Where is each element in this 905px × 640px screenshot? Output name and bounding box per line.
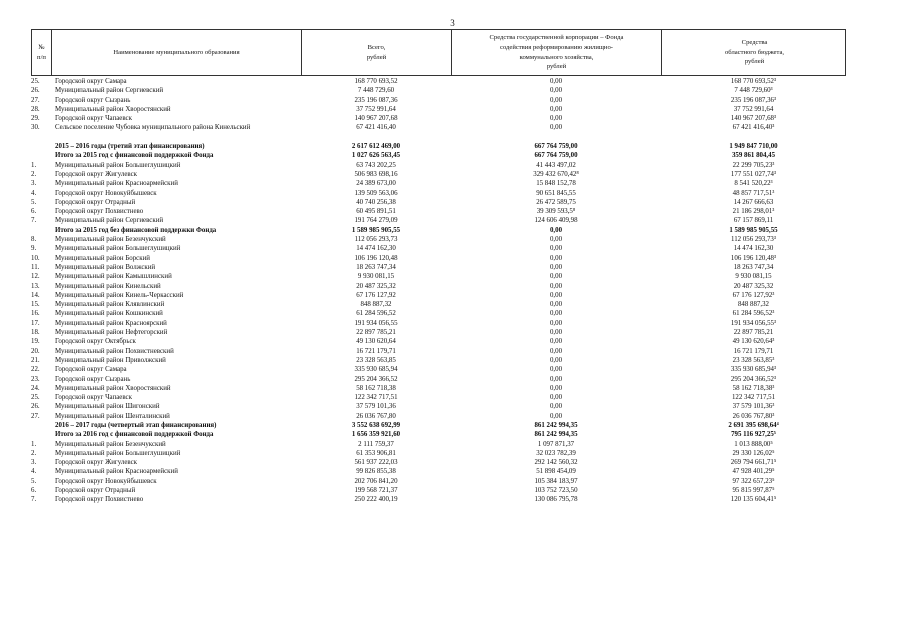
row-fund: 0,00 [549, 226, 563, 234]
row-regional: 8 541 520,22³ [734, 180, 773, 188]
row-regional: 26 036 767,80³ [732, 412, 775, 420]
table-row [31, 263, 846, 272]
row-fund: 292 142 560,32 [534, 459, 578, 467]
row-name: 2016 – 2017 годы (четвертый этап финансирования) [55, 421, 217, 429]
table-row [31, 151, 846, 160]
table-row [31, 486, 846, 495]
row-name: Городской округ Отрадный [55, 198, 136, 206]
row-fund: 0,00 [549, 310, 563, 318]
table-row [31, 161, 846, 170]
row-fund: 0,00 [549, 375, 563, 383]
row-regional: 14 474 162,30 [733, 245, 774, 253]
row-fund: 0,00 [549, 263, 563, 271]
row-name: Муниципальный район Красноармейский [55, 180, 178, 188]
row-total: 22 897 785,21 [356, 329, 396, 337]
row-number: 7. [31, 496, 37, 504]
row-regional: 335 930 685,94³ [730, 366, 777, 374]
row-name: Городской округ Чапаевск [55, 394, 132, 402]
row-total: 295 204 366,52 [354, 375, 398, 383]
row-total: 14 474 162,30 [356, 245, 396, 253]
row-total: 106 196 120,48 [354, 254, 398, 262]
row-total: 122 342 717,51 [354, 394, 398, 402]
table-row [31, 179, 846, 188]
row-number: 24. [31, 384, 40, 392]
row-fund: 0,00 [549, 96, 563, 104]
table-row [31, 77, 846, 86]
row-fund: 0,00 [549, 347, 563, 355]
header-total: Всего, рублей [302, 30, 452, 75]
row-number: 27. [31, 412, 40, 420]
row-regional: 67 421 416,40³ [732, 124, 775, 132]
row-regional: 235 196 087,36³ [730, 96, 777, 104]
row-fund: 0,00 [549, 394, 563, 402]
row-fund: 0,00 [549, 329, 563, 337]
table-header [31, 29, 846, 76]
row-name: Муниципальный район Безенчукский [55, 236, 166, 244]
row-regional: 37 752 991,64 [733, 105, 774, 113]
row-total: 335 930 685,94 [354, 366, 398, 374]
row-number: 21. [31, 356, 40, 364]
row-total: 16 721 179,71 [356, 347, 396, 355]
row-fund: 0,00 [549, 78, 563, 85]
row-fund: 0,00 [549, 412, 563, 420]
row-number: 18. [31, 329, 40, 337]
row-regional: 97 322 657,23⁵ [732, 477, 775, 485]
row-total: 191 934 056,55 [354, 319, 398, 327]
table-row [31, 244, 846, 253]
row-number: 22. [31, 366, 40, 374]
row-number: 4. [31, 189, 37, 197]
row-name: Муниципальный район Камышлинский [55, 273, 172, 281]
row-total: 2 111 759,37 [358, 440, 394, 448]
row-regional: 168 770 693,52³ [730, 78, 777, 85]
row-name: Городской округ Сызрань [55, 96, 131, 104]
table-row [31, 356, 846, 365]
row-total: 7 448 729,60 [357, 87, 395, 95]
row-number: 7. [31, 217, 37, 225]
row-fund: 667 764 759,00 [534, 143, 578, 151]
row-total: 2 617 612 469,00 [351, 143, 401, 151]
row-fund: 0,00 [549, 403, 563, 411]
row-fund: 15 848 152,78 [536, 180, 576, 188]
table-row [31, 282, 846, 291]
row-name: Городской округ Новокуйбышевск [55, 189, 157, 197]
row-name: Муниципальный район Большеглушицкий [55, 245, 181, 253]
table-row [31, 235, 846, 244]
row-total: 191 764 279,09 [354, 217, 398, 225]
table-row [31, 430, 846, 439]
table-row [31, 449, 846, 458]
row-total: 58 162 718,38 [356, 384, 396, 392]
row-number: 19. [31, 338, 40, 346]
row-fund: 130 086 795,78 [534, 496, 578, 504]
row-regional: 58 162 718,38³ [732, 384, 775, 392]
row-fund: 0,00 [549, 115, 563, 123]
row-total: 199 568 721,37 [354, 487, 398, 495]
row-total: 49 130 620,64 [356, 338, 396, 346]
table-row [31, 207, 846, 216]
row-regional: 37 579 101,36³ [732, 403, 775, 411]
row-number: 13. [31, 282, 40, 290]
row-total: 250 222 400,19 [354, 496, 398, 504]
row-name: Муниципальный район Большеглушицкий [55, 161, 181, 169]
row-regional: 18 263 747,34 [733, 263, 774, 271]
row-regional: 49 130 620,64³ [732, 338, 775, 346]
row-regional: 122 342 717,51 [731, 394, 776, 402]
row-name: Муниципальный район Хворостянский [55, 105, 171, 113]
row-name: Муниципальный район Сергиевский [55, 87, 164, 95]
table-row [31, 495, 846, 504]
table-row [31, 458, 846, 467]
row-regional: 48 857 717,51³ [732, 189, 775, 197]
row-number: 12. [31, 273, 40, 281]
row-total: 139 509 563,06 [354, 189, 398, 197]
row-number: 17. [31, 319, 40, 327]
row-total: 112 056 293,73 [354, 236, 398, 244]
row-regional: 61 284 596,52³ [732, 310, 775, 318]
row-regional: 22 299 705,23³ [732, 161, 775, 169]
row-number: 3. [31, 180, 37, 188]
row-fund: 0,00 [549, 319, 563, 327]
table-row [31, 384, 846, 393]
row-number: 28. [31, 105, 40, 113]
row-name: Городской округ Отрадный [55, 487, 136, 495]
row-fund: 103 752 723,50 [534, 487, 578, 495]
row-regional: 95 815 997,87⁵ [732, 487, 775, 495]
row-number: 6. [31, 208, 37, 216]
row-number: 4. [31, 468, 37, 476]
row-name: Итого за 2015 год с финансовой поддержкой Фонда [55, 152, 214, 160]
row-number: 25. [31, 78, 40, 85]
row-regional: 47 928 401,29⁵ [732, 468, 775, 476]
row-number: 5. [31, 198, 37, 206]
row-regional: 120 135 604,41⁵ [730, 496, 777, 504]
row-number: 25. [31, 394, 40, 402]
row-regional: 140 967 207,68³ [730, 115, 777, 123]
row-name: Итого за 2015 год без финансовой поддержки Фонда [55, 226, 217, 234]
row-name: Муниципальный район Хворостянский [55, 384, 171, 392]
row-name: Муниципальный район Приволжский [55, 356, 166, 364]
row-regional: 1 949 847 710,00 [729, 143, 778, 151]
row-total: 24 389 673,00 [356, 180, 396, 188]
row-total: 61 284 596,52 [356, 310, 396, 318]
row-fund: 667 764 759,00 [534, 152, 578, 160]
row-number: 2. [31, 170, 37, 178]
row-regional: 112 056 293,73³ [731, 236, 776, 244]
table-body [31, 77, 846, 505]
row-regional: 795 116 927,25⁵ [731, 431, 776, 439]
row-name: Муниципальный район Клявлинский [55, 301, 165, 309]
row-regional: 23 328 563,85³ [732, 356, 775, 364]
row-regional: 106 196 120,48³ [730, 254, 777, 262]
row-name: Городской округ Похвистнево [55, 208, 144, 216]
table-row [31, 272, 846, 281]
row-total: 26 036 767,80 [356, 412, 396, 420]
row-total: 848 887,32 [360, 301, 392, 309]
row-total: 37 752 991,64 [356, 105, 396, 113]
row-fund: 0,00 [549, 87, 563, 95]
row-name: Муниципальный район Кошкинский [55, 310, 163, 318]
row-fund: 0,00 [549, 366, 563, 374]
table-row [31, 254, 846, 263]
row-name: Городской округ Октябрьск [55, 338, 136, 346]
row-fund: 0,00 [549, 301, 563, 309]
row-name: Муниципальный район Волжский [55, 263, 156, 271]
row-regional: 22 897 785,21 [733, 329, 774, 337]
row-name: Сельское поселение Чубовка муниципального района Кинельский [55, 124, 251, 132]
row-fund: 41 443 497,02 [536, 161, 576, 169]
row-name: Итого за 2016 год с финансовой поддержкой Фонда [55, 431, 214, 439]
row-total: 140 967 207,68 [354, 115, 398, 123]
row-name: Муниципальный район Шенталинский [55, 412, 170, 420]
row-regional: 9 930 081,15 [735, 273, 772, 281]
header-name: Наименование муниципального образования [52, 30, 302, 75]
row-total: 1 656 359 921,60 [351, 431, 401, 439]
row-total: 40 740 256,38 [356, 198, 396, 206]
row-name: Муниципальный район Кинельский [55, 282, 161, 290]
row-number: 5. [31, 477, 37, 485]
table-row [31, 123, 846, 142]
row-number: 3. [31, 459, 37, 467]
row-total: 18 263 747,34 [356, 263, 396, 271]
table-row [31, 189, 846, 198]
table-row [31, 105, 846, 114]
row-number: 27. [31, 96, 40, 104]
row-regional: 29 330 126,02⁵ [732, 449, 775, 457]
row-total: 60 495 891,51 [356, 208, 396, 216]
row-number: 20. [31, 347, 40, 355]
row-regional: 295 204 366,52³ [730, 375, 777, 383]
row-total: 9 930 081,15 [357, 273, 395, 281]
row-number: 9. [31, 245, 37, 253]
row-regional: 14 267 666,63 [733, 198, 774, 206]
row-total: 506 983 698,16 [354, 170, 398, 178]
table-row [31, 198, 846, 207]
row-number: 26. [31, 87, 40, 95]
row-regional: 191 934 056,55³ [730, 319, 777, 327]
row-fund: 0,00 [549, 291, 563, 299]
row-regional: 177 551 027,74³ [730, 170, 777, 178]
row-regional: 269 794 661,71⁵ [730, 459, 777, 467]
row-regional: 359 861 804,45 [731, 152, 776, 160]
row-fund: 0,00 [549, 282, 563, 290]
row-name: Муниципальный район Большеглушицкий [55, 449, 181, 457]
row-fund: 51 898 454,09 [536, 468, 576, 476]
row-fund: 861 242 994,35 [534, 431, 578, 439]
row-fund: 0,00 [549, 124, 563, 132]
table-row [31, 216, 846, 225]
row-name: Муниципальный район Шигонский [55, 403, 160, 411]
row-name: Муниципальный район Сергиевский [55, 217, 164, 225]
row-total: 99 826 855,38 [356, 468, 396, 476]
row-name: Городской округ Жигулевск [55, 170, 138, 178]
row-total: 1 027 626 563,45 [351, 152, 401, 160]
row-number: 8. [31, 236, 37, 244]
table-row [31, 226, 846, 235]
header-regional: Средства областного бюджета, рублей [724, 39, 785, 66]
table-row [31, 467, 846, 476]
table-row [31, 393, 846, 402]
row-name: Муниципальный район Красноармейский [55, 468, 178, 476]
row-regional: 848 887,32 [737, 301, 769, 309]
row-name: Городской округ Сызрань [55, 375, 131, 383]
row-regional: 20 487 325,32 [733, 282, 774, 290]
row-number: 23. [31, 375, 40, 383]
row-total: 202 706 841,20 [354, 477, 398, 485]
row-number: 11. [31, 263, 40, 271]
row-number: 15. [31, 301, 40, 309]
row-regional: 16 721 179,71 [733, 347, 774, 355]
row-regional: 2 691 395 698,64⁴ [728, 421, 779, 429]
table-row [31, 170, 846, 179]
page-number: 3 [450, 18, 455, 28]
row-total: 63 743 202,25 [356, 161, 396, 169]
row-name: Муниципальный район Красноярский [55, 319, 167, 327]
row-name: Муниципальный район Нефтегорский [55, 329, 168, 337]
row-fund: 0,00 [549, 236, 563, 244]
table-row [31, 402, 846, 411]
row-total: 235 196 087,36 [354, 96, 398, 104]
row-total: 168 770 693,52 [354, 78, 398, 85]
row-fund: 1 097 871,37 [537, 440, 575, 448]
row-fund: 105 384 183,97 [534, 477, 578, 485]
table-row [31, 328, 846, 337]
table-row [31, 291, 846, 300]
row-regional: 1 013 888,00⁵ [734, 440, 773, 448]
header-fund: Средства государственной корпорации – Фонда содействия реформированию жилищно- коммунального хозяйства, рублей [452, 30, 662, 75]
row-name: Муниципальный район Безенчукский [55, 440, 166, 448]
row-number: 10. [31, 254, 40, 262]
row-fund: 329 432 670,42⁸ [533, 170, 579, 178]
row-fund: 861 242 994,35 [534, 421, 578, 429]
row-name: Городской округ Похвистнево [55, 496, 144, 504]
row-number: 2. [31, 449, 37, 457]
row-name: Муниципальный район Кинель-Черкасский [55, 291, 184, 299]
row-total: 3 552 638 692,99 [351, 421, 401, 429]
row-regional: 67 157 869,11 [733, 217, 774, 225]
row-total: 61 353 906,81 [356, 449, 396, 457]
row-number: 26. [31, 403, 40, 411]
row-number: 29. [31, 115, 40, 123]
row-fund: 124 606 409,98 [534, 217, 578, 225]
row-total: 37 579 101,36 [356, 403, 396, 411]
row-total: 67 421 416,40 [356, 124, 396, 132]
row-fund: 0,00 [549, 245, 563, 253]
row-total: 20 487 325,32 [356, 282, 396, 290]
row-total: 67 176 127,92 [356, 291, 396, 299]
table-row [31, 337, 846, 346]
row-regional: 67 176 127,92³ [732, 291, 775, 299]
row-fund: 0,00 [549, 105, 563, 113]
row-total: 1 589 985 905,55 [351, 226, 401, 234]
row-regional: 7 448 729,60³ [734, 87, 773, 95]
table-row [31, 319, 846, 328]
row-fund: 26 472 589,75 [536, 198, 576, 206]
table-row [31, 142, 846, 151]
table-row [31, 309, 846, 318]
table-row [31, 421, 846, 430]
table-row [31, 375, 846, 384]
table-row [31, 347, 846, 356]
row-fund: 32 023 782,39 [536, 449, 576, 457]
table-row [31, 86, 846, 95]
row-fund: 39 309 593,5⁸ [536, 208, 576, 216]
row-number: 1. [31, 161, 37, 169]
table-row [31, 114, 846, 123]
row-fund: 90 651 845,55 [536, 189, 576, 197]
row-name: 2015 – 2016 годы (третий этап финансирования) [55, 143, 205, 151]
row-fund: 0,00 [549, 254, 563, 262]
table-row [31, 477, 846, 486]
row-total: 23 328 563,85 [356, 356, 396, 364]
table-row [31, 300, 846, 309]
row-number: 16. [31, 310, 40, 318]
row-name: Городской округ Самара [55, 78, 127, 85]
header-num: № п/п [32, 30, 52, 75]
row-name: Городской округ Новокуйбышевск [55, 477, 157, 485]
table-row [31, 412, 846, 421]
row-regional: 1 589 985 905,55 [729, 226, 778, 234]
row-number: 1. [31, 440, 37, 448]
row-regional: 21 186 298,01³ [732, 208, 775, 216]
row-fund: 0,00 [549, 338, 563, 346]
row-number: 14. [31, 291, 40, 299]
table-row [31, 440, 846, 449]
row-name: Муниципальный район Похвистневский [55, 347, 174, 355]
row-number: 6. [31, 487, 37, 495]
table-row [31, 365, 846, 374]
row-fund: 0,00 [549, 356, 563, 364]
row-total: 561 937 222,03 [354, 459, 398, 467]
row-name: Городской округ Самара [55, 366, 127, 374]
row-name: Муниципальный район Борский [55, 254, 150, 262]
row-fund: 0,00 [549, 273, 563, 281]
table-row [31, 96, 846, 105]
row-fund: 0,00 [549, 384, 563, 392]
row-number: 30. [31, 124, 40, 132]
row-name: Городской округ Чапаевск [55, 115, 132, 123]
row-name: Городской округ Жигулевск [55, 459, 138, 467]
